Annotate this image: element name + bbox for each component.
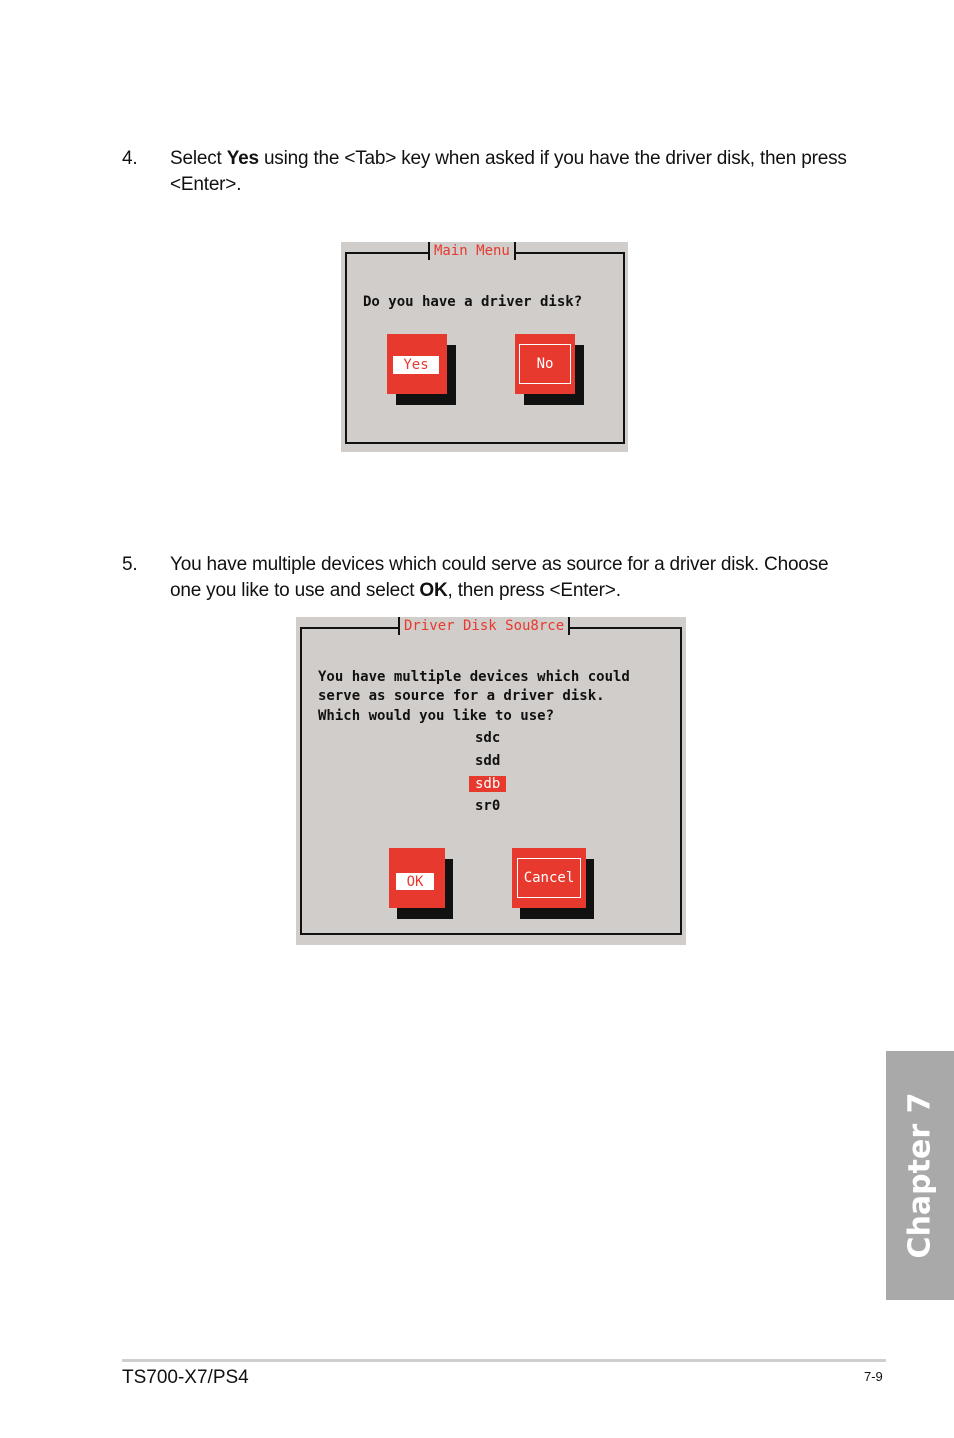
step-5 — [122, 552, 862, 608]
cancel-button[interactable] — [512, 848, 596, 920]
step-text: Select Yes using the <Tab> key when asked if you have the driver disk, then press <Enter>. — [170, 148, 847, 195]
device-item-sdd[interactable]: sdd — [475, 753, 501, 769]
dialog-title: Driver Disk Sou8rce — [398, 617, 570, 635]
no-button[interactable] — [515, 334, 585, 406]
dialog-message: Do you have a driver disk? — [363, 294, 583, 310]
dialog-message-line: You have multiple devices which could — [318, 669, 630, 685]
chapter-tab — [886, 1051, 954, 1300]
footer-model: TS700-X7/PS4 — [122, 1367, 249, 1388]
main-menu-dialog — [341, 242, 628, 452]
device-item-sr0[interactable]: sr0 — [475, 798, 501, 814]
ok-button[interactable] — [389, 848, 455, 920]
device-item-sdc[interactable]: sdc — [475, 730, 501, 746]
footer-page-number: 7-9 — [864, 1369, 883, 1384]
ok-button-label: OK — [396, 873, 434, 890]
no-button-label: No — [519, 344, 571, 384]
device-item-sdb[interactable]: sdb — [469, 776, 506, 792]
step-4 — [122, 146, 862, 202]
yes-button-label: Yes — [393, 356, 439, 374]
step-text: You have multiple devices which could serve as source for a driver disk. Choose one you like to use and select OK, then press <Enter>. — [170, 554, 829, 601]
step-number: 5. — [122, 554, 138, 575]
dialog-message-line: serve as source for a driver disk. — [318, 688, 605, 704]
chapter-tab-label: Chapter 7 — [902, 1092, 938, 1259]
driver-disk-source-dialog — [296, 617, 686, 945]
dialog-message-line: Which would you like to use? — [318, 708, 555, 724]
footer-divider — [122, 1359, 886, 1362]
step-number: 4. — [122, 148, 138, 169]
dialog-title: Main Menu — [428, 242, 516, 260]
yes-button[interactable] — [387, 334, 457, 406]
cancel-button-label: Cancel — [517, 858, 581, 898]
